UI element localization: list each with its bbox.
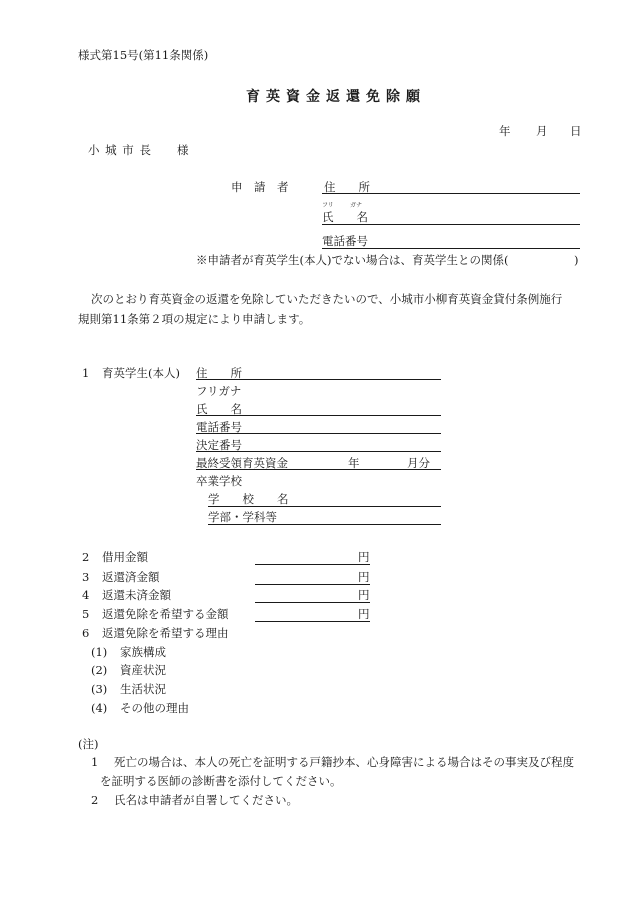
reason-num-3: (3) (91, 682, 108, 696)
school-name-line[interactable] (208, 506, 441, 507)
reason-num-2: (2) (91, 663, 108, 677)
relation-note: ※申請者が育英学生(本人)でない場合は、育英学生との関係( (196, 253, 509, 267)
yen-unit: 円 (358, 550, 370, 564)
decision-number-label: 決定番号 (196, 438, 242, 452)
intro-line-1: 次のとおり育英資金の返還を免除していただきたいので、小城市小柳育英資金貸付条例施行 (91, 292, 563, 306)
yen-unit: 円 (358, 570, 370, 584)
student-num: 1 (82, 366, 90, 380)
note-1-line-1: 死亡の場合は、本人の死亡を証明する戸籍抄本、心身障害による場合はその事実及び程度 (114, 755, 574, 769)
faculty-line[interactable] (208, 524, 441, 525)
intro-line-2: 規則第11条第２項の規定により申請します。 (78, 312, 311, 326)
unpaid-amount-line[interactable] (255, 602, 370, 603)
faculty-label: 学部・学科等 (208, 510, 277, 524)
item-label-exemption-reason: 返還免除を希望する理由 (102, 626, 229, 640)
repaid-amount-line[interactable] (255, 584, 370, 585)
item-label-unpaid: 返還未済金額 (102, 588, 171, 602)
student-name-line[interactable] (196, 415, 441, 416)
student-phone-line[interactable] (196, 433, 441, 434)
applicant-phone-label: 電話番号 (322, 234, 368, 248)
yen-unit: 円 (358, 607, 370, 621)
last-fund-month: 月分 (407, 456, 430, 470)
applicant-address-line[interactable] (322, 193, 580, 194)
item-num-5: 5 (82, 607, 90, 621)
note-num-2: 2 (91, 793, 99, 807)
note-num-1: 1 (91, 755, 99, 769)
item-label-exemption-amount: 返還免除を希望する金額 (102, 607, 229, 621)
student-name-label: 氏 名 (196, 402, 242, 416)
notes-header: (注) (78, 737, 99, 751)
item-label-borrowed: 借用金額 (102, 550, 148, 564)
graduated-school-label: 卒業学校 (196, 474, 242, 488)
reason-num-1: (1) (91, 645, 108, 659)
student-address-label: 住 所 (196, 366, 242, 380)
applicant-name-label: 氏 名 (322, 210, 368, 224)
student-address-line[interactable] (196, 379, 441, 380)
student-furigana-label: フリガナ (196, 384, 242, 398)
date-month: 月 (536, 124, 548, 138)
last-fund-line[interactable] (196, 469, 441, 470)
item-num-6: 6 (82, 626, 90, 640)
exemption-amount-line[interactable] (255, 621, 370, 622)
reason-living: 生活状況 (120, 682, 166, 696)
note-2: 氏名は申請者が自署してください。 (114, 793, 298, 807)
furi-ruby: フリ (322, 202, 334, 209)
borrowed-amount-line[interactable] (255, 564, 370, 565)
applicant-name-line[interactable] (322, 224, 580, 225)
item-num-4: 4 (82, 588, 90, 602)
applicant-label: 申 請 者 (231, 180, 289, 194)
gana-ruby: ガナ (350, 202, 363, 209)
form-number: 様式第15号(第11条関係) (78, 48, 209, 62)
note-1-line-2: を証明する医師の診断書を添付してください。 (100, 774, 342, 788)
student-label: 育英学生(本人) (102, 366, 180, 380)
school-name-label: 学 校 名 (208, 492, 289, 506)
last-fund-year: 年 (348, 456, 360, 470)
reason-num-4: (4) (91, 701, 108, 715)
applicant-phone-line[interactable] (322, 248, 580, 249)
reason-assets: 資産状況 (120, 663, 166, 677)
addressee: 小 城 市 長 様 (88, 143, 190, 157)
student-phone-label: 電話番号 (196, 420, 242, 434)
item-label-repaid: 返還済金額 (102, 570, 160, 584)
date-year: 年 (499, 124, 511, 138)
relation-note-close: ) (574, 253, 579, 267)
yen-unit: 円 (358, 588, 370, 602)
last-fund-label: 最終受領育英資金 (196, 456, 288, 470)
reason-family: 家族構成 (120, 645, 166, 659)
item-num-2: 2 (82, 550, 90, 564)
item-num-3: 3 (82, 570, 90, 584)
decision-number-line[interactable] (196, 451, 441, 452)
applicant-address-label: 住 所 (324, 180, 370, 194)
reason-other: その他の理由 (120, 701, 189, 715)
page-title: 育英資金返還免除願 (246, 89, 426, 105)
date-day: 日 (570, 124, 582, 138)
